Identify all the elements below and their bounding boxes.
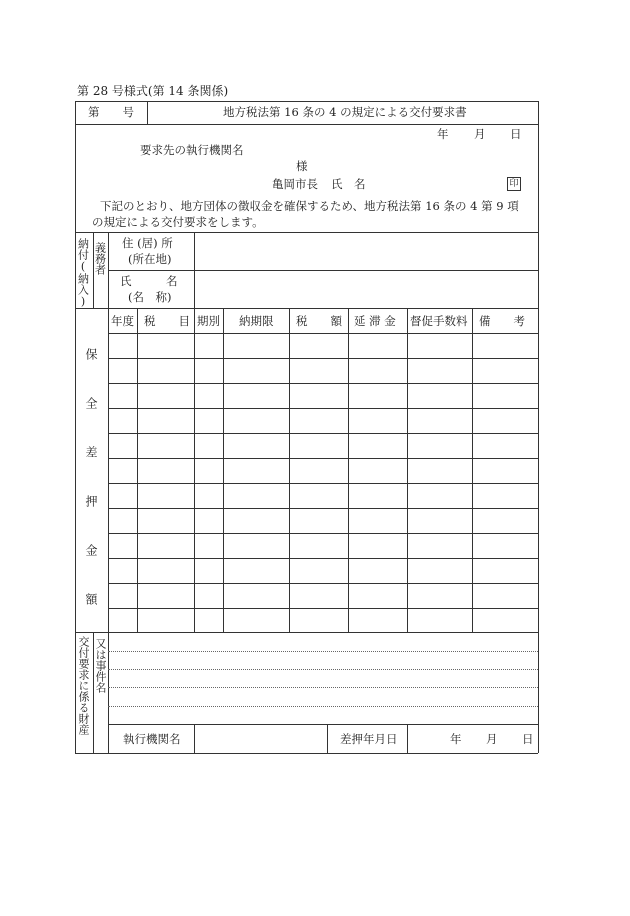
taxpayer-side-label-1: 納付(納入) (76, 238, 90, 308)
frame-bottom (75, 753, 538, 754)
column-header-late-fee: 延 滞 金 (354, 314, 396, 328)
column-header-year: 年度 (111, 314, 134, 328)
sender-mayor: 亀岡市長 (272, 177, 318, 191)
seizure-year: 年 (450, 732, 462, 746)
address-label: 住 (居) 所 (122, 236, 173, 250)
date-month: 月 (474, 127, 486, 141)
column-header-period: 期別 (197, 314, 220, 328)
frame-right (538, 101, 539, 753)
address-sub-label: (所在地) (128, 252, 172, 266)
document-title: 地方税法第 16 条の 4 の規定による交付要求書 (223, 105, 467, 119)
sender-name-label: 氏 名 (331, 177, 366, 191)
name-sub-label: (名 称) (128, 290, 172, 304)
agency-name-label: 執行機関名 (123, 732, 181, 746)
amounts-side-label: 保全差押金額 (84, 348, 98, 642)
document-number-label: 第 号 (88, 105, 134, 119)
addressee-honorific: 様 (296, 159, 308, 173)
column-header-due-date: 納期限 (239, 314, 274, 328)
column-header-tax-item: 税 目 (144, 314, 190, 328)
seal-mark: 印 (507, 177, 521, 191)
date-year: 年 (437, 127, 449, 141)
frame-left (75, 101, 76, 753)
property-side-label-2: 又は事件名 (94, 638, 107, 693)
column-header-remarks: 備 考 (479, 314, 525, 328)
seizure-date-label: 差押年月日 (340, 732, 398, 746)
body-text-line-2: の規定による交付要求をします。 (92, 215, 264, 229)
name-label: 氏 名 (120, 274, 178, 288)
date-day: 日 (510, 127, 522, 141)
column-header-dunning-fee: 督促手数料 (410, 314, 468, 328)
seizure-month: 月 (486, 732, 498, 746)
frame-top (75, 101, 538, 102)
property-side-label-1: 交付要求に係る財産 (77, 636, 90, 735)
form-number: 第 28 号様式(第 14 条関係) (77, 84, 229, 98)
addressee-label: 要求先の執行機関名 (140, 143, 244, 157)
body-text-line-1: 下記のとおり、地方団体の徴収金を確保するため、地方税法第 16 条の 4 第 9 項 (100, 199, 519, 213)
column-header-tax-amount: 税 額 (296, 314, 342, 328)
taxpayer-side-label-2: 義務者 (93, 242, 107, 275)
seizure-day: 日 (522, 732, 534, 746)
